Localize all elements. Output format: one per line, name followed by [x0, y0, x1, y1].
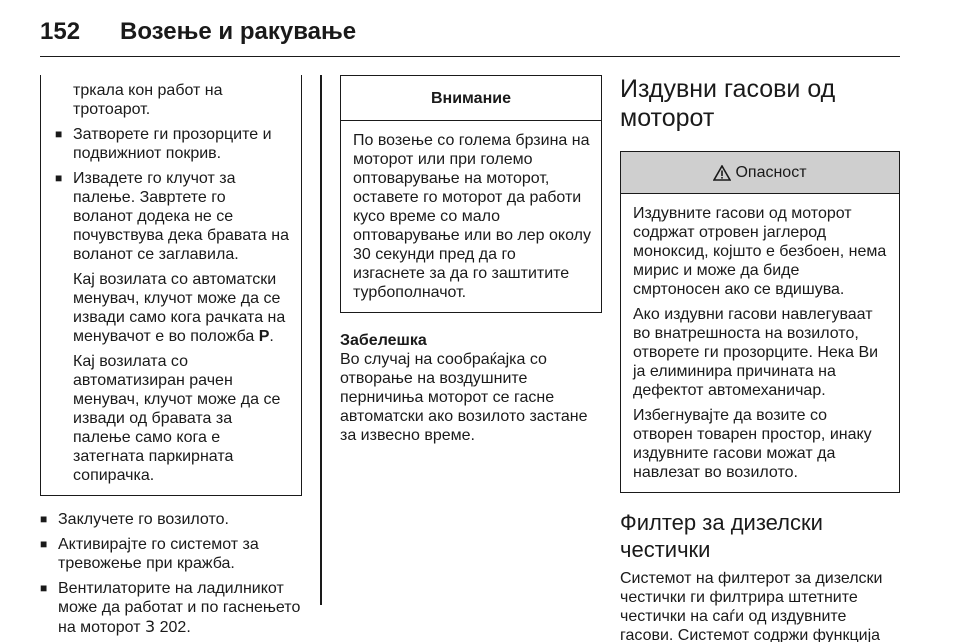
bullet-square-icon: ■ [40, 537, 48, 551]
diesel-filter-text: Системот на филтерот за дизелски честички ги филтрира штетните честички на саѓи од издувните гасови. Системот содржи функција [620, 570, 883, 642]
automatic-transmission-note: Кај возилата со автоматски менувач, клучот може да се извади само кога рачката на менувачот е во положба P. [73, 271, 286, 345]
danger-box [620, 151, 900, 493]
danger-paragraph: Ако издувни гасови навлегуваат во внатрешноста на возилото, отворете ги прозорците. Нека Ви ја елиминира причината на дефектот автомеханичар. [633, 306, 879, 399]
steps-list [40, 510, 302, 637]
column-3 [620, 75, 900, 642]
section-title: Возење и ракување [120, 18, 357, 45]
warning-triangle-icon [713, 165, 731, 181]
page-reference-icon[interactable]: 3 [145, 617, 156, 636]
column-1 [40, 75, 302, 642]
list-item: ■ Затворете ги прозорците и подвижниот покрив. [55, 126, 272, 162]
box-continuation: тркала кон работ на тротоарот. [73, 82, 223, 118]
list-item: ■ Заклучете го возилото. [40, 511, 229, 528]
list-item: ■ Извадете го клучот за палење. Завртете го воланот додека не се почувствува дека бравата на воланот се заглавила. [55, 170, 289, 263]
header-rule [40, 56, 900, 57]
bullet-square-icon: ■ [55, 127, 63, 141]
list-item: ■ Вентилаторите на ладилникот може да работат и по гаснењето на моторот 3 202. [40, 580, 301, 636]
caution-title: Внимание [341, 76, 601, 121]
danger-paragraph: Избегнувајте да возите со отворен товарен простор, инаку издувните гасови можат да навлезат во возилото. [633, 407, 872, 481]
danger-body [621, 194, 899, 492]
page-reference-number[interactable]: 202. [155, 619, 191, 636]
bullet-square-icon: ■ [40, 512, 48, 526]
caution-box [340, 75, 602, 313]
danger-header [621, 152, 899, 194]
instructions-box [40, 75, 302, 496]
bullet-square-icon: ■ [40, 581, 48, 595]
exhaust-heading: Издувни гасови од моторот [620, 75, 836, 132]
automated-manual-note: Кај возилата со автоматизиран рачен менувач, клучот може да се извади од бравата за палење само кога е затегната паркирната сопирачка. [73, 353, 281, 484]
caution-text: По возење со голема брзина на моторот или при големо оптоварување на моторот, оставете го моторот да работи кусо време со мало оптоварување или во лер околу 30 секунди пред да го изгаснете за да го заштитите турбополначот. [353, 132, 591, 301]
page-header [40, 18, 356, 48]
column-divider-left [320, 75, 322, 605]
note-text: Во случај на сообраќајка со отворање на воздушните перничиња моторот се гасне автоматски ако возилото застане за извесно време. [340, 351, 588, 444]
danger-title: Опасност [735, 164, 807, 181]
danger-paragraph: Издувните гасови од моторот содржат отровен јаглерод моноксид, којшто е безбоен, нема мирис и може да биде смртоносен ако се вдишува. [633, 205, 887, 298]
column-2 [340, 75, 602, 445]
page-number: 152 [40, 18, 81, 45]
list-item: ■ Активирајте го системот за тревожење при кражба. [40, 536, 259, 572]
note-title: Забелешка [340, 332, 427, 349]
diesel-filter-heading: Филтер за дизелски честички [620, 510, 823, 562]
bullet-square-icon: ■ [55, 171, 63, 185]
